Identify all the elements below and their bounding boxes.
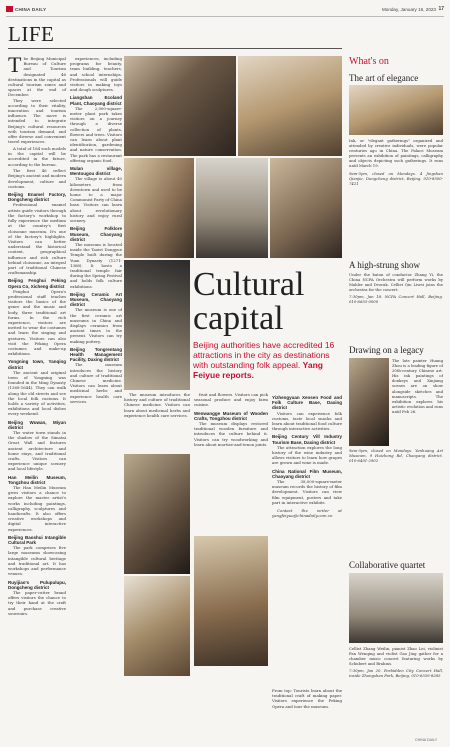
subhead: Yizhengyuan Xensen Food and Folk Culture Base, Daxing district [272,395,342,411]
subhead: Beijing Enamel Factory, Dongcheng district [8,192,66,203]
photo-folk-museum [124,576,190,676]
headline-line-2: capital [193,300,284,337]
paragraph: The paper-cutter brand offers visitors the chance to try their hand at the craft and purchase creative souvenirs. [8,589,66,616]
subhead: Liangshan Ecoland Plant, Chaoyang district [70,95,122,106]
paragraph: A total of 184 such models in the capital will be accredited in the future, according to the bureau. [8,145,66,167]
headline [193,268,304,336]
photo-old-town [196,158,268,258]
masthead [6,6,444,17]
paragraph: Fenghui Opera's professional staff teaches visitors the basics of the genre and the music and body, three traditional art forms. In the rich experience, visitors are invited to wear the costumes and learn the singing and gestures. Visitors can also visit the Peking Opera costumes and make-up exhibitions. [8,288,66,357]
headline-line-1: Cultural [193,266,305,303]
paragraph: The museum displays restored traditional wooden furniture and introduces the culture behind it. Visitors can try woodworking and learn about mortise-and-tenon joints. [194,421,268,447]
article-column-2 [70,56,122,746]
section-rule [8,48,342,49]
contact-line: Contact the writer at yangfeiyue@chinadaily.com.cn [272,508,342,519]
event-description: Ink, or "elegant gatherings" organized and attended by creative individuals, were popular centuries ago in China. The Palace Museum presents an exhibition of paintings, calligraphy and objects depicting such gatherings. It runs until March 19. [349,138,443,169]
subhead: Beijing Ceramic Art Museum, Chaoyang district [70,291,122,308]
event-info: 9am-5pm, closed on Mondays. 4 Jingshan Qianjie, Dongcheng district, Beijing. 010-8500-7421 [349,170,443,186]
paragraph: The museum introduces the history and culture of traditional Chinese medicine. Visitors can learn about medicinal herbs and experience health care services. [124,392,190,418]
issue-date: Monday, January 16, 2023 [381,7,436,12]
photo-ceramic-museum [124,454,190,574]
article-column-5 [272,392,342,737]
caption-text: From top: Tourists learn about the traditional craft of making paper. Visitors experience the Peking Opera and tour the museum. [272,688,342,709]
event-info: 7:30pm, Jan 20. Forbidden City Concert Hall, inside Zhongshan Park, Beijing. 010-6559-8285 [349,668,443,679]
event-info-block [349,448,443,508]
photo-enamel-workshop [124,56,236,156]
photo-credit: CHINA DAILY [415,738,438,742]
china-daily-mark-icon [6,6,13,12]
paragraph: The 2,000-square-meter plant park takes visitors on a journey through a diverse collection of plants, flowers and trees. Visitors can learn about plant identification, gardening and nature conservation. The park has a restaurant offering organic food. [70,105,122,163]
paragraph: The attraction explores the long history of the wine industry and allows visitors to learn how grapes are grown and wine is made. [272,444,342,466]
subhead: Beijing Wuwan, Miyun district [8,419,66,430]
standfirst-text: Beijing authorities have accredited 16 attractions in the city as destinations with outstanding folk appeal. [193,340,335,370]
subhead: Mulan village, Mentougou district [70,166,122,177]
event-title: A high-strung show [349,260,421,270]
paragraph: The village is about 40 kilometers from downtown and used to be home to a major Communist Party of China base. Visitors can learn about revolutionary history and enjoy rural scenery. [70,176,122,224]
event-info: 9am-5pm, closed on Mondays. Yanhuang Art Museum, 9 Huizhong Rd, Chaoyang district. 010-6491-2902 [349,448,443,464]
photo-quartet [349,573,443,643]
paragraph: The first 46 reflect Beijing's ancient and modern development, culture and customs. [8,168,66,189]
paragraph: The museum is one of the first ceramic art museums in China and displays ceramics from ancient times to the present. Visitors can try making pottery. [70,307,122,344]
subhead: Beijing Century Vill Industry Tourism Base, Daxing district [272,434,342,445]
subhead: Beijing Fenghui Peking Opera Co, Xicheng district [8,278,66,289]
event-body [349,646,443,736]
article-column-1 [8,52,66,617]
event-body [349,272,443,342]
event-description: Under the baton of conductor Zhang Yi, the China NCPA Orchestra will perform works by Mahler and Dvorak. Cellist Qin Liwei joins the orchestra for the concert. [349,272,443,293]
paragraph: Visitors can experience folk customs, taste local snacks and learn about traditional food culture through interactive activities. [272,410,342,432]
paragraph: experiences, including programs for beauty, team building, teachers, and school internships. Professionals will guide visitors in making toys and dough sculptures. [70,56,122,93]
subhead: Beijing Baoshui Intangible Cultural Park [8,534,66,546]
intro-paragraph: he Beijing Municipal Bureau of Culture and Tourism designated 46 destinations in the capital as cultural tourism zones and spaces at the end of December. [8,56,66,98]
event-title: Collaborative quartet [349,560,426,570]
subhead: Yongning town, Yanqing district [8,359,66,370]
photo-paper-cutting [124,260,190,390]
event-description: Cellist Zhang Weilin, pianist Zhao Lei, violinist Fan Wenqing and violist Gao Jing gather for a chamber music concert featuring works by Schubert and Brahms. [349,646,443,667]
subhead: Beijing Tongrentang Health Management Facility, Daxing district [70,346,122,363]
section-title: LIFE [8,22,55,46]
newspaper-logo: CHINA DAILY [6,6,46,12]
paragraph: The museum introduces the history and culture of traditional Chinese medicine. Visitors can learn about medicinal herbs and experience health care services. [70,362,122,404]
photo-huang-zhou-painting [349,358,389,446]
paragraph: Professional enamel artists guide visitors through the factory's workshop to fully experience the medium at the country's first cloisonne museum. It's one of the factory's highlights. Visitors can better understand the historical context, geographical influence and rich culture behind cloisonne, an integral part of traditional Chinese craftsmanship. [8,202,66,276]
subhead: Ruyijiao's Pulupulupu, Dongcheng district [8,579,66,590]
subhead: China National Film Museum, Chaoyang district [272,468,342,479]
subhead: Han Meilin Museum, Tongzhou district [8,474,66,485]
paragraph: The Han Meilin Museum gives visitors a chance to explore the master artist's works including paintings, calligraphy, sculptures and handicrafts. It also offers creative workshops and digital interactive experiences. [8,485,66,532]
subhead: Beijing Folklore Museum, Chaoyang district [70,226,122,242]
paragraph: The museum is located inside the Taoist Dongyue Temple built during the Yuan Dynasty (1271-1368). It hosts a traditional temple fair during the Spring Festival and holds folk culture exhibitions. [70,241,122,289]
byline: Yang Feiyue reports. [193,360,323,380]
paragraph: The 38,000-square-meter museum records the history of film development. Visitors can view film equipment, posters and take part in interactive exhibits. [272,479,342,505]
paragraph: They were selected according to their vitality, innovation and tourism influence. The move is intended to integrate Beijing's cultural resources with tourism demand, and offer diverse and convenient travel experiences. [8,97,66,145]
photo-opera-performer [238,56,342,156]
event-body [392,358,443,446]
paragraph: The park comprises five large museums showcasing intangible cultural heritage and traditional art. It has workshops and performance venues. [8,545,66,577]
paragraph: The ancient and original town of Yongning was founded in the Ming Dynasty (1368-1644). They can walk along the old streets and see the local folk customs. It holds a variety of activities, exhibitions and local dishes every weekend. [8,369,66,417]
photo-museum-visitors [124,158,194,258]
photo-water-town [270,158,342,258]
photo-caption [272,688,342,710]
paragraph: fruit and flowers. Visitors can pick seasonal produce and enjoy farm cuisine. [194,392,268,408]
event-description: The late painter Huang Zhou is a leading figure of 20th-century Chinese art. His ink paintings of donkeys and Xinjiang scenes are on show alongside sketches and manuscripts. The exhibition explores his artistic evolution and runs until Feb 26. [392,358,443,414]
event-info: 7:30pm, Jan 18. NCPA Concert Hall, Beijing. 010-6655-0000 [349,294,443,305]
sidebar-heading: What's on [349,56,389,67]
subhead: Wenwangge Museum of Wooden Crafts, Tongzhou district [194,410,268,421]
photo-elegant-gathering [349,85,443,135]
paragraph: The water town stands in the shadow of the Simatai Great Wall and features ancient architecture and home stays, and traditional crafts. Visitors can experience unique scenery and local lifestyle. [8,430,66,472]
event-body [349,138,443,256]
page-number: 17 [438,6,444,12]
event-title: Drawing on a legacy [349,345,424,355]
event-title: The art of elegance [349,73,419,83]
photo-cultural-park [194,536,268,666]
standfirst [193,340,343,380]
drop-cap: T [8,52,22,77]
